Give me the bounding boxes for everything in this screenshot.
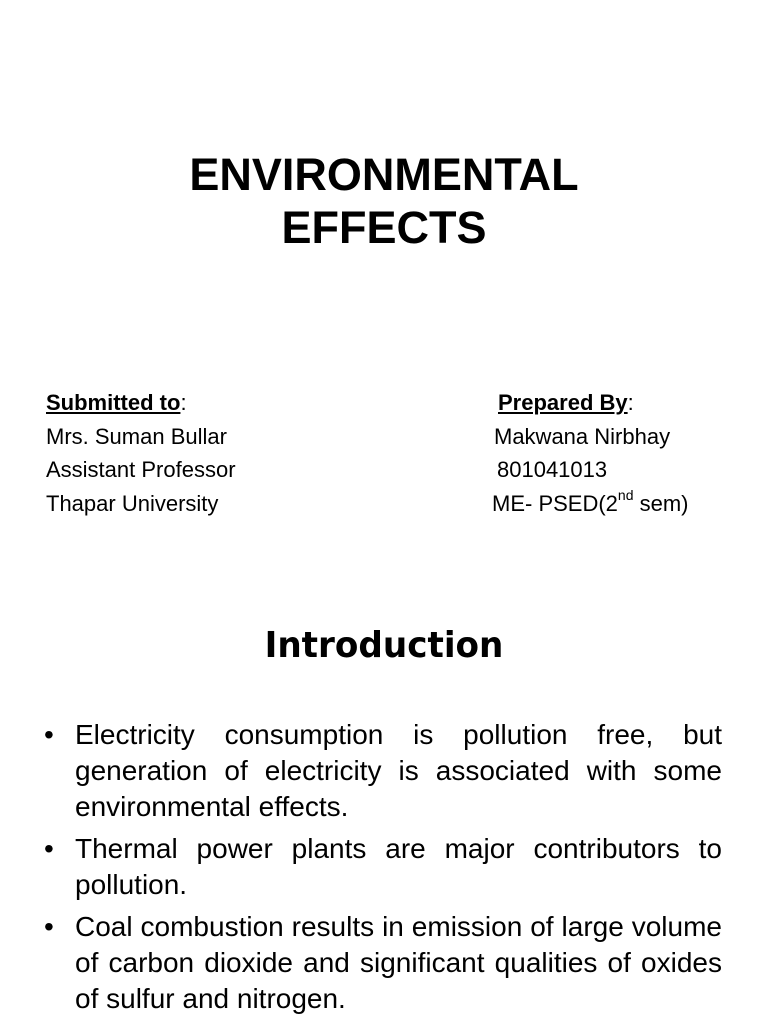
- list-item: [44, 909, 722, 1017]
- submitted-to-heading: Submitted to: [46, 390, 181, 415]
- slide-title: [0, 148, 768, 254]
- bullet-icon: •: [44, 911, 54, 942]
- prepared-by-colon: :: [627, 390, 634, 415]
- introduction-slide: [0, 592, 768, 1024]
- supervisor-position: Assistant Professor: [46, 457, 236, 482]
- bullet-text: Thermal power plants are major contributors to pollution.: [75, 833, 722, 900]
- author-course-superscript: nd: [617, 487, 634, 504]
- prepared-by-block: [492, 386, 689, 520]
- bullet-icon: •: [44, 719, 54, 750]
- slide-title-line-2: EFFECTS: [281, 202, 487, 253]
- submitted-to-heading-line: [46, 386, 236, 420]
- prepared-by-heading: Prepared By: [498, 390, 628, 415]
- submitted-to-colon: :: [180, 390, 187, 415]
- introduction-title: Introduction: [264, 625, 504, 666]
- author-course-suffix: sem): [633, 490, 689, 516]
- author-name: Makwana Nirbhay: [494, 423, 671, 449]
- author-course: [492, 487, 689, 521]
- slide-title-line-1: ENVIRONMENTAL: [189, 149, 579, 200]
- bullet-icon: •: [44, 833, 54, 864]
- list-item: [44, 831, 722, 903]
- bullet-text: Coal combustion results in emission of large volume of carbon dioxide and significant qualities of oxides of sulfur and nitrogen.: [75, 911, 722, 1014]
- prepared-by-heading-line: [498, 386, 689, 420]
- author-course-prefix: ME- PSED(2: [492, 490, 618, 516]
- submitted-to-block: [46, 386, 236, 520]
- list-item: [44, 717, 722, 825]
- bullet-text: Electricity consumption is pollution free, but generation of electricity is associated with some environmental effects.: [75, 719, 722, 822]
- author-roll-number: 801041013: [497, 457, 608, 482]
- supervisor-name: Mrs. Suman Bullar: [46, 423, 227, 449]
- introduction-bullet-list: [44, 717, 722, 1023]
- supervisor-institution: Thapar University: [46, 490, 219, 516]
